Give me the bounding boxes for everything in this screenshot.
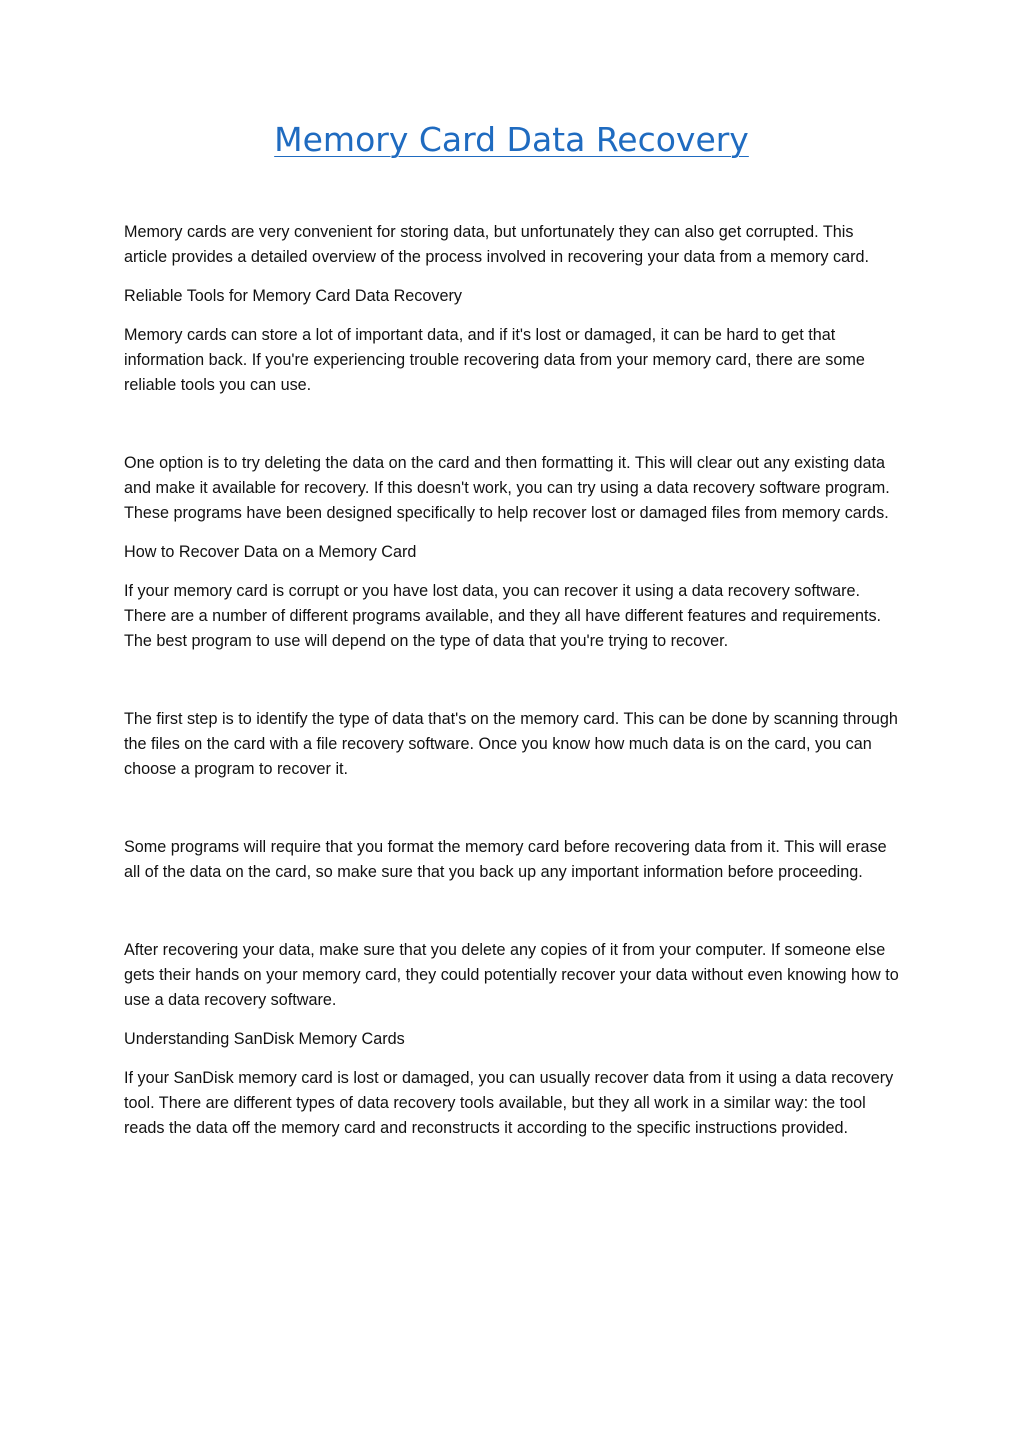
paragraph-format-option: One option is to try deleting the data on the card and then formatting it. This will clear out any existing data and make it available for recovery. If this doesn't work, you can try using a data recovery software program. These programs have been designed specifically to help recover lost or damaged files from memory cards.: [124, 454, 890, 522]
paragraph-format-warning: Some programs will require that you format the memory card before recovering data from it. This will erase all of the data on the card, so make sure that you back up any important information before proceeding.: [124, 838, 887, 881]
section-heading-sandisk: Understanding SanDisk Memory Cards: [124, 1030, 405, 1048]
paragraph-delete-copies: After recovering your data, make sure that you delete any copies of it from your computer. If someone else gets their hands on your memory card, they could potentially recover your data without even knowing how to use a data recovery software.: [124, 941, 899, 1009]
intro-paragraph: Memory cards are very convenient for storing data, but unfortunately they can also get corrupted. This article provides a detailed overview of the process involved in recovering your data from a memory card.: [124, 223, 869, 266]
document-title-link[interactable]: Memory Card Data Recovery: [274, 120, 749, 159]
paragraph-recovery-software: If your memory card is corrupt or you have lost data, you can recover it using a data recovery software. There are a number of different programs available, and they all have different features and requirements. The best program to use will depend on the type of data that you're trying to recover.: [124, 582, 882, 650]
section-heading-how-to-recover: How to Recover Data on a Memory Card: [124, 543, 417, 561]
section-heading-reliable-tools: Reliable Tools for Memory Card Data Recovery: [124, 287, 462, 305]
document-body: [124, 220, 900, 1141]
title-container: [0, 120, 1023, 159]
paragraph-sandisk: If your SanDisk memory card is lost or damaged, you can usually recover data from it using a data recovery tool. There are different types of data recovery tools available, but they all work in a similar way: the tool reads the data off the memory card and reconstructs it according to the specific instructions provided.: [124, 1069, 894, 1137]
paragraph-reliable-tools: Memory cards can store a lot of important data, and if it's lost or damaged, it can be hard to get that information back. If you're experiencing trouble recovering data from your memory card, there are some reliable tools you can use.: [124, 326, 865, 394]
paragraph-first-step: The first step is to identify the type of data that's on the memory card. This can be done by scanning through the files on the card with a file recovery software. Once you know how much data is on the card, you can choose a program to recover it.: [124, 710, 898, 778]
